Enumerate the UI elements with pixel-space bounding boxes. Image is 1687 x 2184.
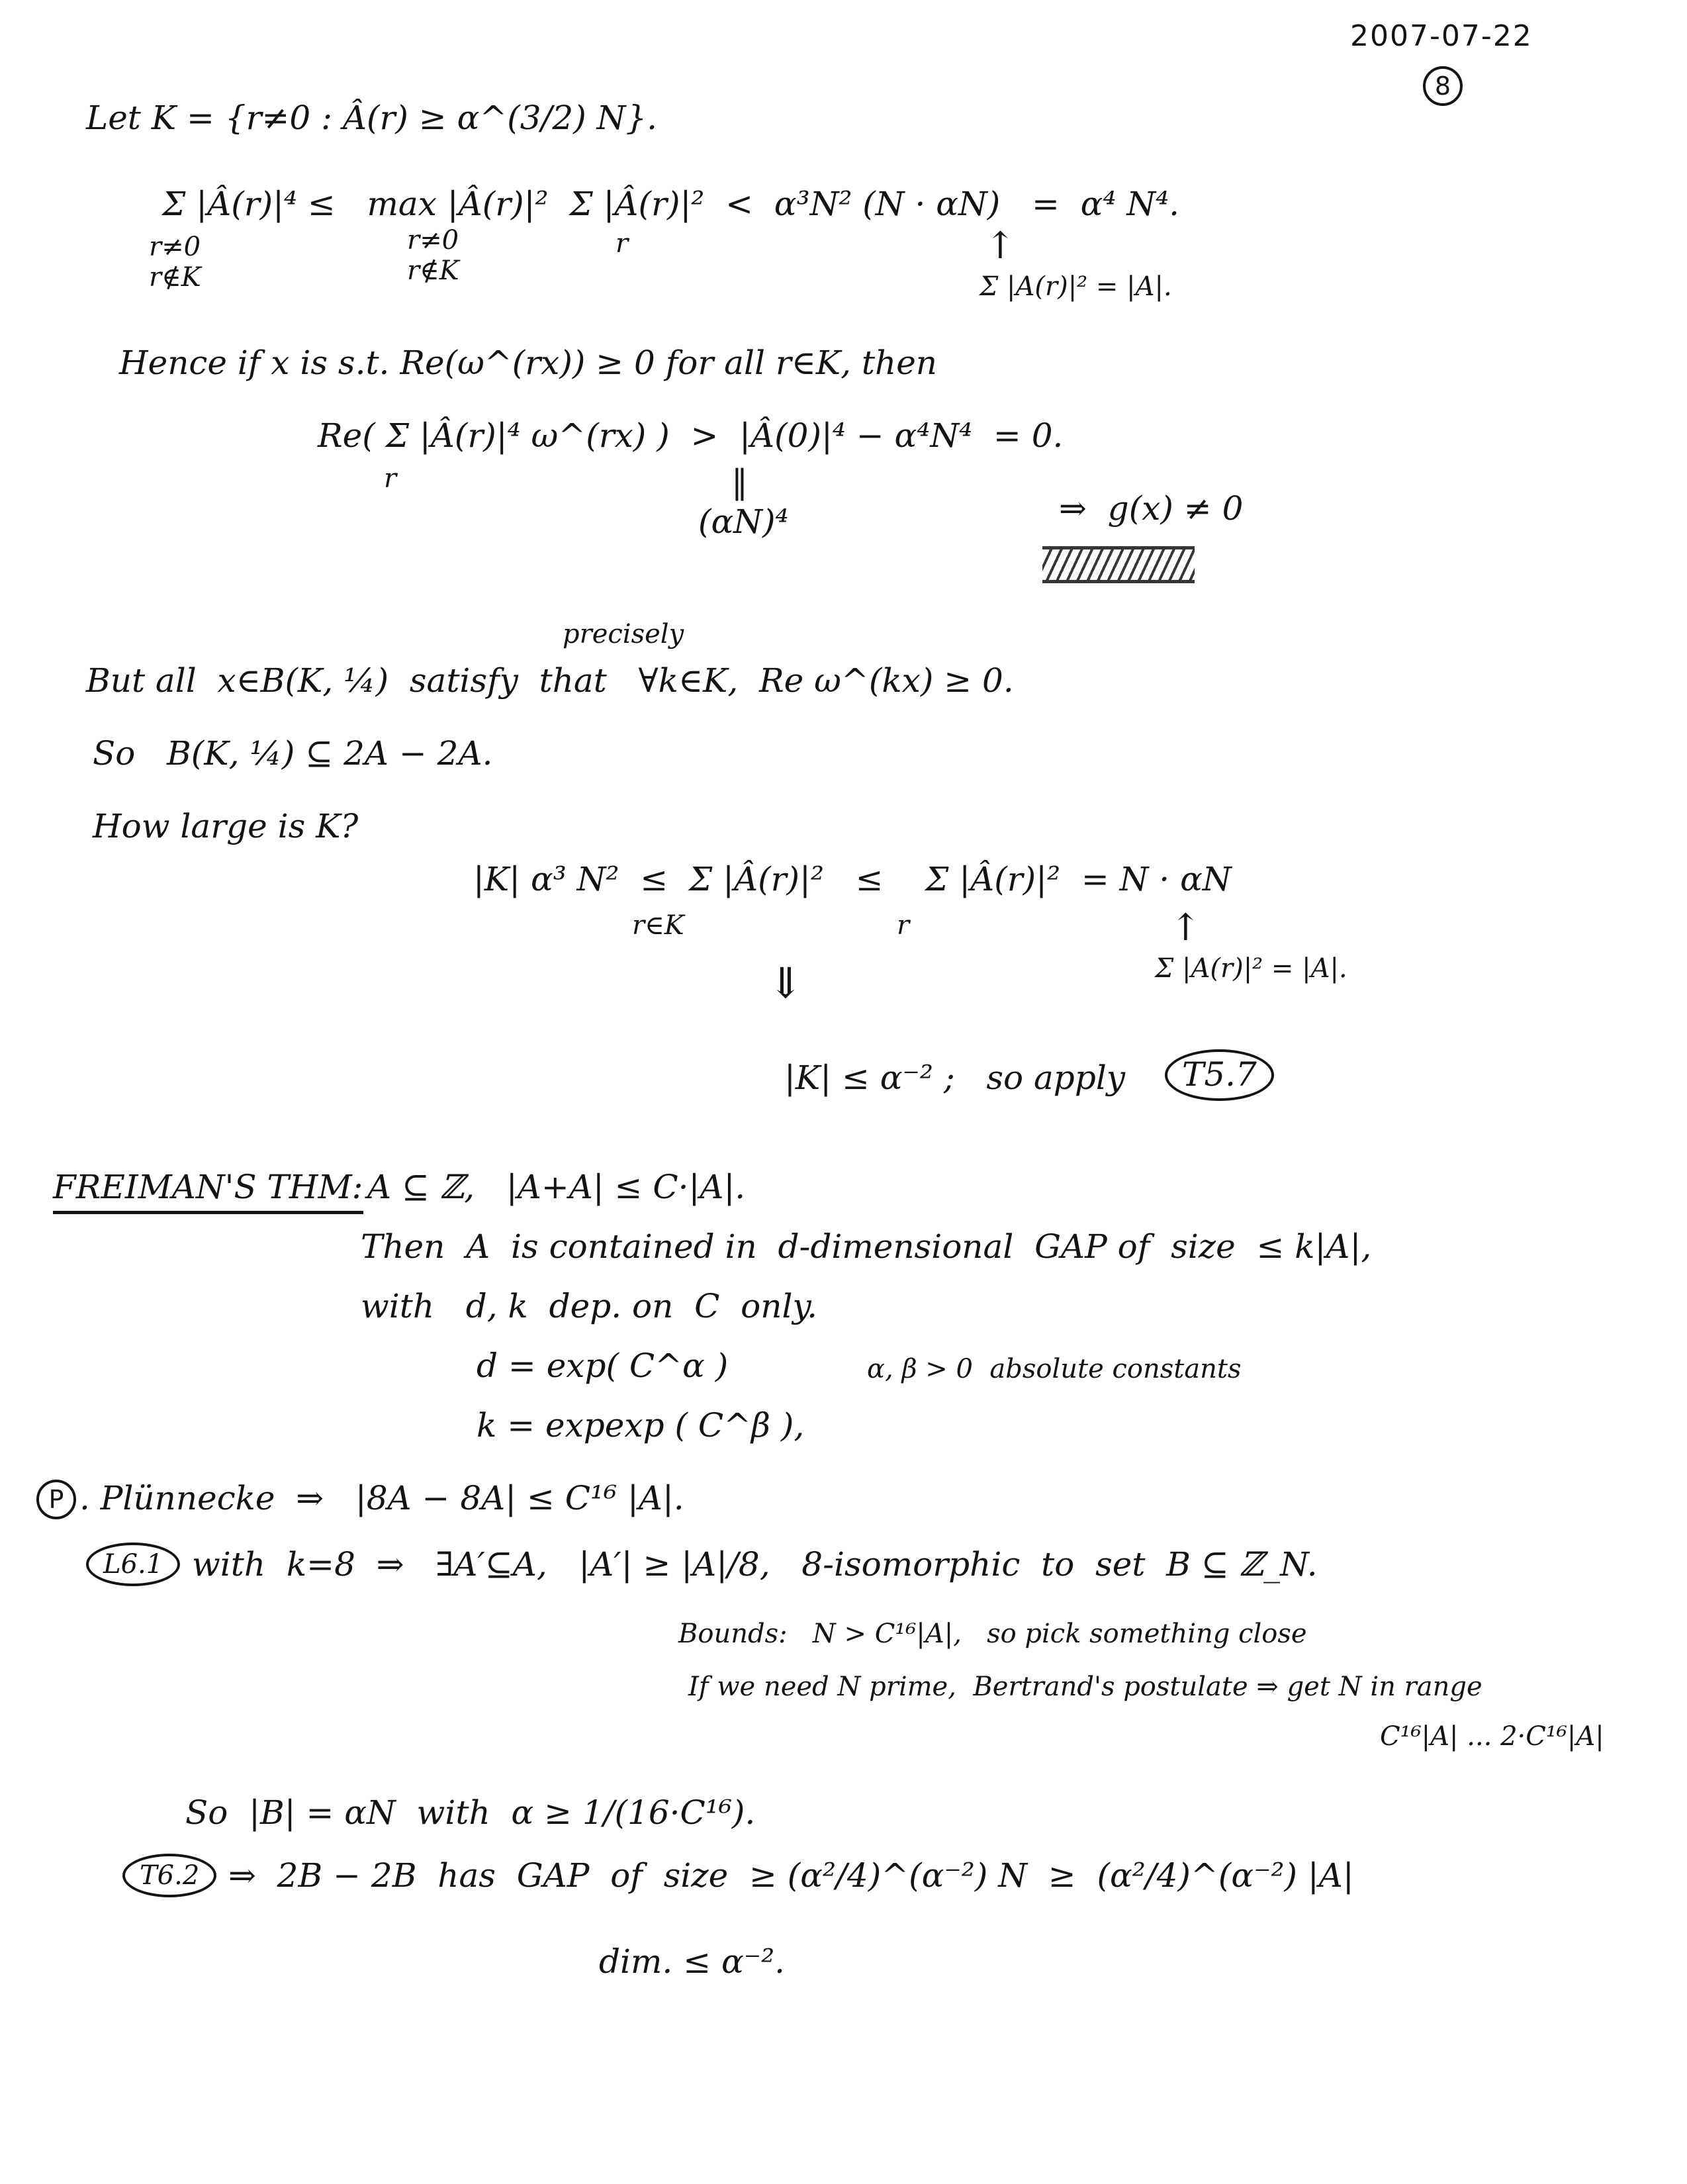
sum-subscript-rk: r∈K — [632, 910, 684, 941]
bohr-set-claim: But all x∈B(K, ¼) satisfy that ∀k∈K, Re ω^(kx) ≥ 0. — [86, 661, 1014, 700]
sum-subscript-r-2: r — [897, 910, 910, 941]
gap-conclusion: ⇒ 2B − 2B has GAP of size ≥ (α²/4)^(α⁻²) N ≥ (α²/4)^(α⁻²) |A| — [228, 1856, 1354, 1895]
bertrand-note: If we need N prime, Bertrand's postulate ⇒ get N in range — [688, 1672, 1482, 1702]
crossed-out-scribble — [1042, 546, 1195, 583]
how-large-question: How large is K? — [93, 807, 359, 845]
hence-line: Hence if x is s.t. Re(ω^(rx)) ≥ 0 for all r∈K, then — [119, 344, 937, 382]
page-number: 8 — [1423, 66, 1463, 106]
date-stamp: 2007-07-22 — [1350, 19, 1533, 53]
theorem-ref-t62: T6.2 — [122, 1854, 216, 1897]
bounds-note: Bounds: N > C¹⁶|A|, so pick something close — [678, 1619, 1307, 1649]
freiman-conclusion: Then A is contained in d-dimensional GAP of size ≤ k|A|, — [361, 1227, 1372, 1266]
real-part-inequality: Re( Σ |Â(r)|⁴ ω^(rx) ) > |Â(0)|⁴ − α⁴N⁴ = 0. — [318, 416, 1064, 455]
alpha-n-fourth: (αN)⁴ — [698, 502, 789, 541]
define-k-line: Let K = {r≠0 : Â(r) ≥ α^(3/2) N}. — [86, 99, 658, 137]
size-constant-bound: k = expexp ( C^β ), — [477, 1406, 805, 1445]
parseval-arrow-2: ↑ — [1170, 906, 1201, 949]
equals-vertical: ‖ — [731, 463, 748, 501]
proof-marker: P — [36, 1480, 76, 1519]
fourth-moment-bound: Σ |Â(r)|⁴ ≤ max |Â(r)|² Σ |Â(r)|² < α³N² (N · αN) = α⁴ N⁴. — [162, 185, 1180, 223]
dimension-bound: d = exp( C^α ) — [477, 1347, 729, 1385]
absolute-constants-note: α, β > 0 absolute constants — [867, 1354, 1242, 1384]
real-part-subscript: r — [384, 463, 397, 494]
parseval-arrow-1: ↑ — [985, 224, 1016, 267]
prime-range: C¹⁶|A| ... 2·C¹⁶|A| — [1380, 1721, 1604, 1752]
plunnecke-step: . Plünnecke ⇒ |8A − 8A| ≤ C¹⁶ |A|. — [79, 1479, 684, 1517]
sum-subscript-r: r — [616, 228, 629, 259]
freiman-theorem-label: FREIMAN'S THM: — [53, 1168, 363, 1214]
freiman-dependence: with d, k dep. on C only. — [361, 1287, 817, 1325]
sum-subscript-left: r≠0 r∉K — [149, 232, 201, 293]
theorem-ref-t57: T5.7 — [1165, 1049, 1274, 1101]
gap-dimension: dim. ≤ α⁻². — [599, 1942, 786, 1981]
precisely-insertion: precisely — [563, 619, 684, 649]
bohr-set-inclusion: So B(K, ¼) ⊆ 2A − 2A. — [93, 734, 493, 773]
parseval-note-1: Σ |A(r)|² = |A|. — [980, 271, 1172, 302]
implies-down-arrow: ⇓ — [768, 959, 803, 1008]
k-bound: |K| ≤ α⁻² ; so apply — [784, 1059, 1126, 1097]
max-subscript: r≠0 r∉K — [407, 225, 459, 286]
freiman-hypothesis: A ⊆ ℤ, |A+A| ≤ C·|A|. — [367, 1168, 746, 1206]
lemma-ref-l61: L6.1 — [86, 1543, 180, 1586]
density-of-b: So |B| = αN with α ≥ 1/(16·C¹⁶). — [185, 1793, 756, 1832]
g-nonzero: ⇒ g(x) ≠ 0 — [1059, 489, 1244, 528]
size-of-k-inequality: |K| α³ N² ≤ Σ |Â(r)|² ≤ Σ |Â(r)|² = N · αN — [473, 860, 1232, 898]
parseval-note-2: Σ |A(r)|² = |A|. — [1155, 953, 1347, 984]
isomorphism-step: with k=8 ⇒ ∃A′⊆A, |A′| ≥ |A|/8, 8-isomorphic to set B ⊆ ℤ_N. — [192, 1545, 1318, 1584]
